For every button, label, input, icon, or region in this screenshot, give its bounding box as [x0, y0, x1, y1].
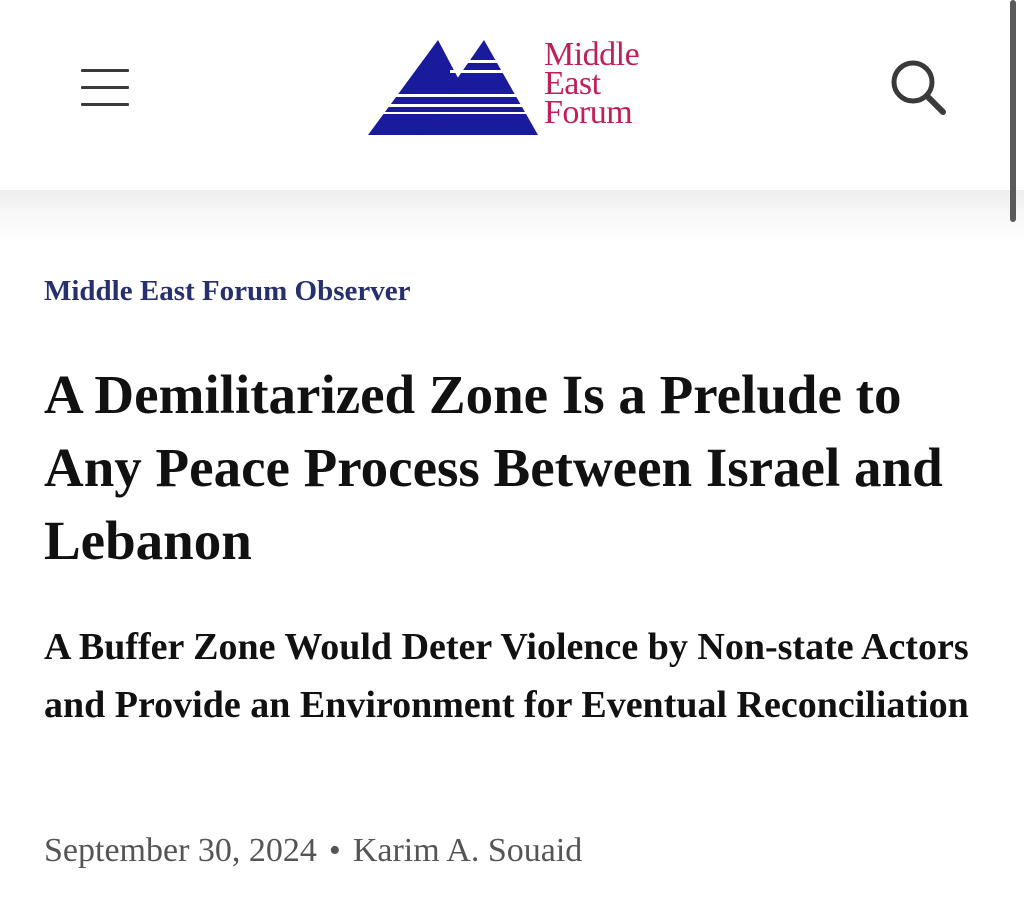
- section-kicker-link[interactable]: Middle East Forum Observer: [44, 275, 411, 307]
- byline-separator: •: [328, 832, 341, 869]
- hamburger-menu-icon-bar-middle: [81, 86, 129, 89]
- logo-line-forum: Forum: [544, 94, 633, 131]
- scrollbar[interactable]: [1010, 0, 1016, 222]
- article-headline: A Demilitarized Zone Is a Prelude to Any Peace Process Between Israel and Lebanon: [44, 364, 943, 571]
- menu-button[interactable]: [70, 60, 140, 116]
- site-header: [0, 0, 1024, 190]
- header-shadow: [0, 190, 1024, 242]
- search-button[interactable]: [880, 52, 960, 122]
- magnifier-icon: [880, 52, 960, 122]
- site-logo[interactable]: [360, 30, 670, 145]
- logo-wordmark: [544, 36, 640, 131]
- logo-line-east: East: [544, 65, 601, 102]
- hamburger-menu-icon-bar-bottom: [81, 103, 129, 106]
- article-subheadline: A Buffer Zone Would Deter Violence by Non-state Actors and Provide an Environment for Eventual Reconciliation: [44, 626, 969, 726]
- publish-date: September 30, 2024: [44, 832, 317, 869]
- article-byline: [44, 832, 582, 870]
- logo-line-middle: Middle: [544, 36, 640, 73]
- hamburger-menu-icon: [81, 69, 129, 72]
- author-name[interactable]: Karim A. Souaid: [352, 832, 583, 869]
- logo-mark-icon: [360, 30, 550, 145]
